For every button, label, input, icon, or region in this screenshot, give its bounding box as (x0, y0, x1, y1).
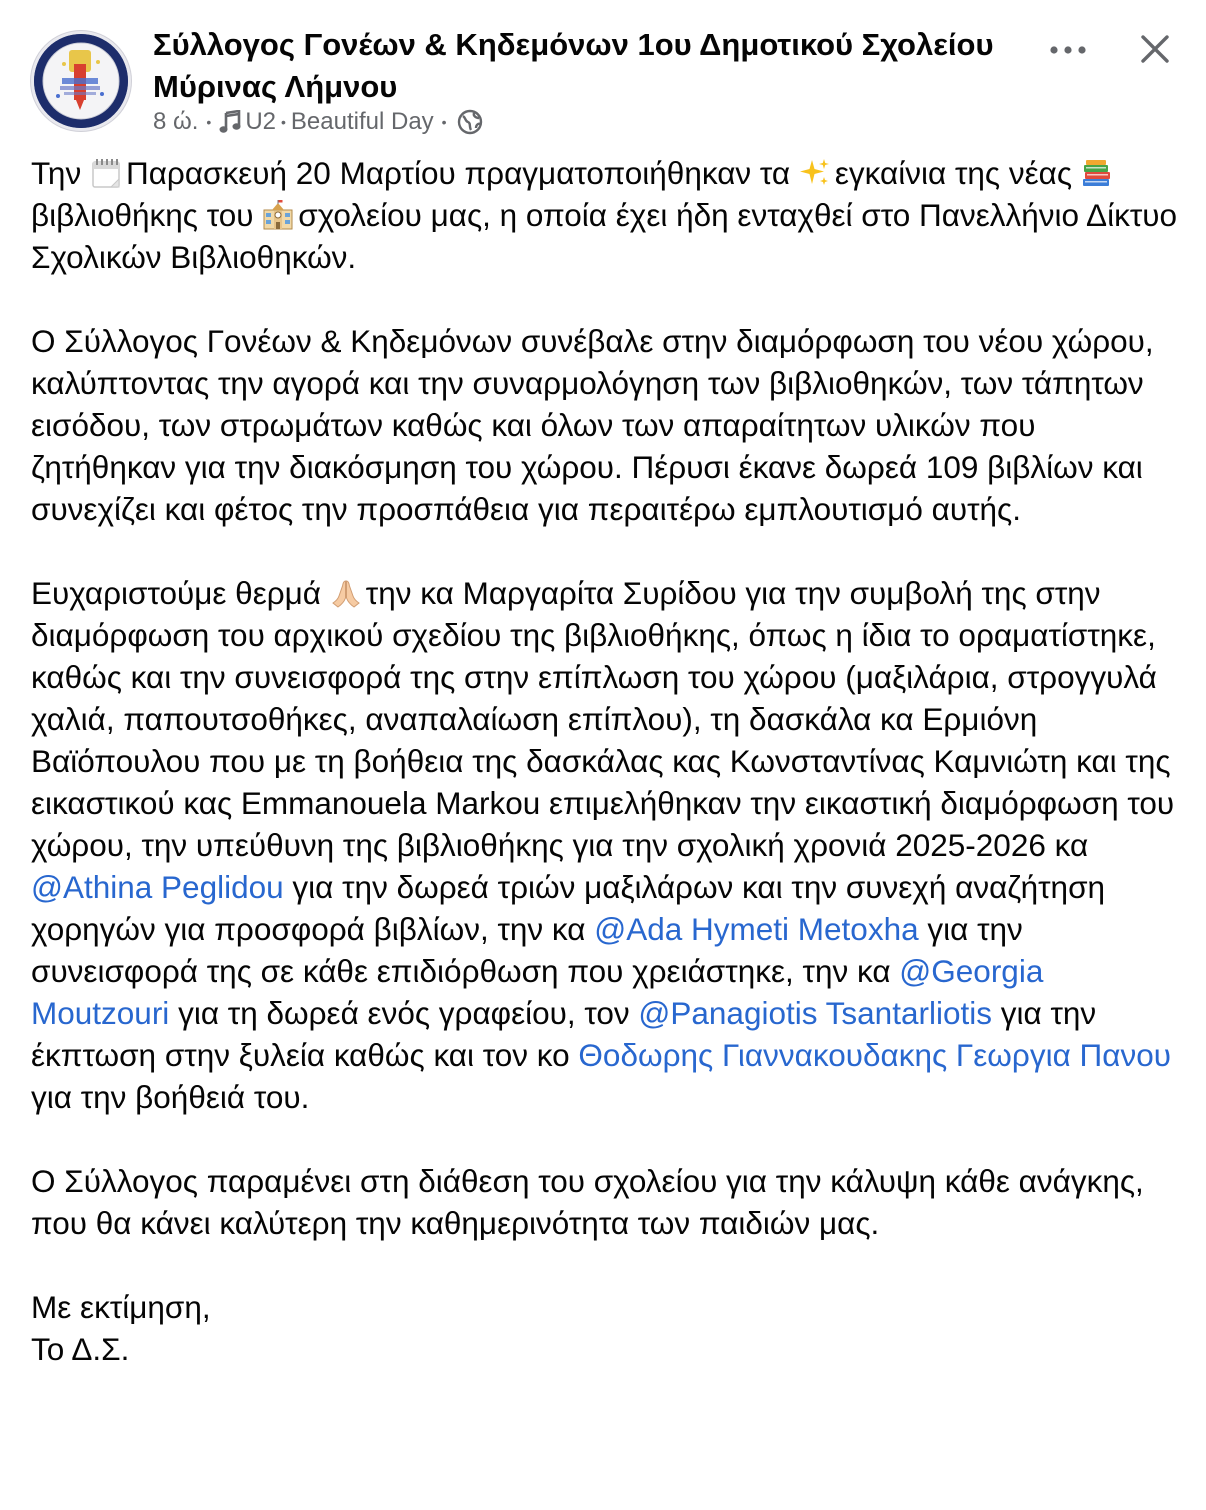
books-icon (1081, 157, 1113, 189)
page-name[interactable]: Σύλλογος Γονέων & Κηδεμόνων 1ου Δημοτικού Σχολείου Μύρινας Λήμνου (153, 27, 994, 104)
signature-line-1: Με εκτίμηση, (31, 1289, 211, 1325)
mention-thodoris-giannakoudakis[interactable]: Θοδωρης Γιαννακουδακης Γεωργια Πανου (578, 1037, 1171, 1073)
page-avatar[interactable] (31, 31, 131, 131)
meta-separator: • (281, 114, 286, 130)
text-segment: για την δωρεά τριών μαξιλάρων και την συνεχή αναζήτηση χορηγών για προσφορά βιβλίων, την κα (31, 869, 1106, 947)
post-meta (153, 106, 483, 138)
text-segment: για την συνεισφορά της σε κάθε επιδιόρθωση που χρειάστηκε, την κα (31, 911, 1023, 989)
praying-hands-icon (330, 577, 362, 609)
sparkles-icon (799, 157, 831, 189)
text-segment: σχολείου μας, η οποία έχει ήδη ενταχθεί στο Πανελλήνιο Δίκτυο Σχολικών Βιβλιοθηκών. (31, 197, 1178, 275)
text-segment: Παρασκευή 20 Μαρτίου πραγματοποιήθηκαν τα (125, 155, 799, 191)
mention-georgia-moutzouri[interactable]: @Georgia Moutzouri (31, 953, 1044, 1031)
mention-athina-peglidou[interactable]: @Athina Peglidou (31, 869, 284, 905)
text-segment: για τη δωρεά ενός γραφείου, τον (169, 995, 639, 1031)
mention-ada-hymeti-metoxha[interactable]: @Ada Hymeti Metoxha (594, 911, 919, 947)
song-title[interactable]: Beautiful Day (290, 108, 434, 135)
more-dots-icon (1048, 45, 1088, 55)
globe-icon (457, 109, 483, 135)
text-segment: εγκαίνια της νέας (834, 155, 1081, 191)
post-text (31, 152, 1181, 1370)
meta-separator: • (441, 114, 447, 130)
more-options-button[interactable] (1044, 28, 1092, 72)
school-icon (262, 199, 294, 231)
calendar-icon (90, 157, 122, 189)
music-note-icon (219, 110, 241, 134)
post-time[interactable]: 8 ώ. (153, 108, 199, 135)
post-paragraph-3 (31, 572, 1181, 1118)
text-segment: την κα Μαργαρίτα Συρίδου για την συμβολή της στην διαμόρφωση του αρχικού σχεδίου της βιβλιοθήκης, όπως η ίδια το οραματίστηκε, καθώς και την συνεισφορά της στην επίπλωση του χώρου (μαξιλάρια, στρογγυλά χαλιά, παπουτσοθήκες, αναπαλαίωση επίπλου), τη δασκάλα κα Ερμιόνη Βαϊόπουλου που με τη βοήθεια της δασκάλας κας Κωνσταντίνας Καμνιώτη και της εικαστικού κας Emmanouela Markou επιμελήθηκαν την εικαστική διαμόρφωση του χώρου, την υπεύθυνη της βιβλιοθήκης για την σχολική χρονιά 2025-2026 κα (31, 575, 1175, 863)
text-segment: για την βοήθειά του. (31, 1079, 310, 1115)
post-paragraph-1 (31, 152, 1181, 278)
text-segment: βιβλιοθήκης του (31, 197, 263, 233)
post-paragraph-2: Ο Σύλλογος Γονέων & Κηδεμόνων συνέβαλε στην διαμόρφωση του νέου χώρου, καλύπτοντας την αγορά και την συναρμολόγηση των βιβλιοθηκών, των τάπητων εισόδου, των στρωμάτων καθώς και όλων των απαραίτητων υλικών που ζητήθηκαν για την διακόσμηση του χώρου. Πέρυσι έκανε δωρεά 109 βιβλίων και συνεχίζει και φέτος την προσπάθεια για περαιτέρω εμπλουτισμό αυτής. (31, 323, 1154, 527)
song-artist[interactable]: U2 (245, 108, 277, 135)
text-segment: Ευχαριστούμε θερμά (31, 575, 330, 611)
mention-panagiotis-tsantarliotis[interactable]: @Panagiotis Tsantarliotis (638, 995, 992, 1031)
page-logo-icon (34, 34, 128, 128)
post-header (0, 0, 1206, 150)
text-segment: Την (31, 155, 90, 191)
meta-separator: • (206, 114, 212, 130)
close-button[interactable] (1130, 24, 1180, 74)
post-paragraph-4: Ο Σύλλογος παραμένει στη διάθεση του σχολείου για την κάλυψη κάθε ανάγκης, που θα κάνει καλύτερη την καθημερινότητα των παιδιών μας. (31, 1163, 1144, 1241)
text-segment: για την έκπτωση στην ξυλεία καθώς και τον κο (31, 995, 1097, 1073)
close-icon (1140, 34, 1170, 64)
signature-line-2: Το Δ.Σ. (31, 1331, 130, 1367)
